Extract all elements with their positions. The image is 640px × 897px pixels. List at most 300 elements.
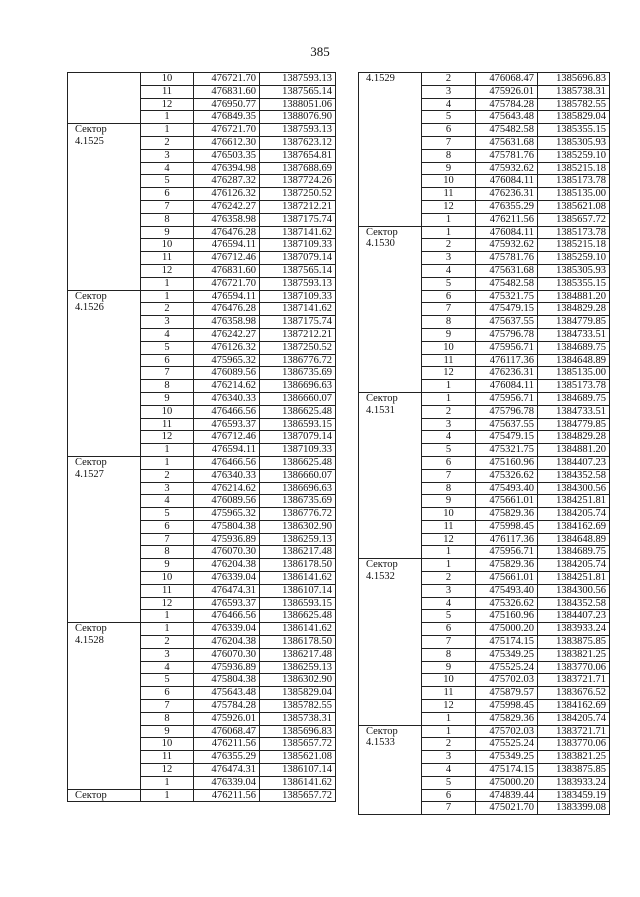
x-coordinate: 476503.35 [194,149,260,162]
point-number: 10 [141,572,194,585]
coordinate-row [68,124,336,137]
x-coordinate: 476340.33 [194,392,260,405]
y-coordinate: 1386259.13 [260,533,336,546]
x-coordinate: 475796.78 [476,405,538,418]
x-coordinate: 475926.01 [476,85,538,98]
point-number: 7 [422,303,476,316]
sector-label: Сектор 4.1525 [68,124,141,290]
y-coordinate: 1386735.69 [260,367,336,380]
y-coordinate: 1385135.00 [538,367,610,380]
x-coordinate: 475804.38 [194,674,260,687]
y-coordinate: 1387593.13 [260,73,336,86]
x-coordinate: 475781.76 [476,149,538,162]
point-number: 5 [422,277,476,290]
y-coordinate: 1385135.00 [538,188,610,201]
point-number: 12 [141,264,194,277]
y-coordinate: 1387250.52 [260,341,336,354]
y-coordinate: 1387141.62 [260,303,336,316]
point-number: 7 [141,367,194,380]
y-coordinate: 1386217.48 [260,648,336,661]
point-number: 6 [422,290,476,303]
x-coordinate: 476070.30 [194,546,260,559]
sector-label [68,73,141,124]
point-number: 11 [141,584,194,597]
x-coordinate: 476070.30 [194,648,260,661]
y-coordinate: 1385738.31 [538,85,610,98]
coordinate-row [359,73,610,86]
coordinate-row [68,290,336,303]
point-number: 1 [141,456,194,469]
x-coordinate: 475160.96 [476,610,538,623]
point-number: 6 [141,520,194,533]
point-number: 5 [141,341,194,354]
sector-label: Сектор 4.1530 [359,226,422,392]
y-coordinate: 1385782.55 [538,98,610,111]
sector-label: Сектор 4.1526 [68,290,141,456]
y-coordinate: 1385657.72 [260,789,336,802]
y-coordinate: 1383770.06 [538,738,610,751]
point-number: 7 [141,700,194,713]
y-coordinate: 1387175.74 [260,213,336,226]
x-coordinate: 476211.56 [194,789,260,802]
y-coordinate: 1386776.72 [260,508,336,521]
x-coordinate: 476339.04 [194,623,260,636]
point-number: 8 [422,482,476,495]
y-coordinate: 1384300.56 [538,584,610,597]
x-coordinate: 475479.15 [476,431,538,444]
x-coordinate: 475661.01 [476,572,538,585]
x-coordinate: 476594.11 [194,239,260,252]
x-coordinate: 475000.20 [476,623,538,636]
x-coordinate: 474839.44 [476,789,538,802]
y-coordinate: 1386735.69 [260,495,336,508]
point-number: 12 [422,200,476,213]
y-coordinate: 1387109.33 [260,444,336,457]
point-number: 4 [422,597,476,610]
x-coordinate: 475631.68 [476,264,538,277]
point-number: 12 [141,764,194,777]
x-coordinate: 476474.31 [194,764,260,777]
point-number: 8 [141,213,194,226]
y-coordinate: 1384648.89 [538,354,610,367]
point-number: 6 [141,687,194,700]
x-coordinate: 476117.36 [476,533,538,546]
point-number: 8 [422,648,476,661]
x-coordinate: 475525.24 [476,738,538,751]
x-coordinate: 476466.56 [194,456,260,469]
point-number: 7 [422,136,476,149]
coordinate-row [68,789,336,802]
y-coordinate: 1384779.85 [538,418,610,431]
y-coordinate: 1384162.69 [538,520,610,533]
x-coordinate: 475326.62 [476,469,538,482]
point-number: 2 [141,136,194,149]
point-number: 1 [422,712,476,725]
y-coordinate: 1385215.18 [538,162,610,175]
point-number: 9 [422,162,476,175]
y-coordinate: 1386660.07 [260,469,336,482]
x-coordinate: 475174.15 [476,636,538,649]
y-coordinate: 1386776.72 [260,354,336,367]
y-coordinate: 1386660.07 [260,392,336,405]
y-coordinate: 1384689.75 [538,546,610,559]
point-number: 3 [141,648,194,661]
point-number: 2 [422,239,476,252]
point-number: 10 [422,508,476,521]
x-coordinate: 475349.25 [476,648,538,661]
x-coordinate: 475643.48 [194,687,260,700]
y-coordinate: 1388076.90 [260,111,336,124]
point-number: 3 [422,85,476,98]
x-coordinate: 475482.58 [476,277,538,290]
coordinates-table-right [358,72,610,815]
y-coordinate: 1384648.89 [538,533,610,546]
sector-label: Сектор 4.1532 [359,559,422,725]
sector-label: Сектор 4.1531 [359,392,422,558]
x-coordinate: 476126.32 [194,188,260,201]
point-number: 12 [141,431,194,444]
x-coordinate: 476339.04 [194,776,260,789]
point-number: 2 [141,303,194,316]
point-number: 11 [422,687,476,700]
y-coordinate: 1383821.25 [538,751,610,764]
point-number: 10 [141,405,194,418]
y-coordinate: 1384205.74 [538,508,610,521]
y-coordinate: 1386302.90 [260,674,336,687]
x-coordinate: 476117.36 [476,354,538,367]
point-number: 5 [422,111,476,124]
point-number: 10 [422,674,476,687]
x-coordinate: 476236.31 [476,188,538,201]
coordinate-row [359,559,610,572]
y-coordinate: 1384251.81 [538,495,610,508]
y-coordinate: 1386696.63 [260,380,336,393]
point-number: 5 [141,508,194,521]
y-coordinate: 1385657.72 [538,213,610,226]
point-number: 1 [422,559,476,572]
y-coordinate: 1385829.04 [260,687,336,700]
coordinate-row [68,623,336,636]
y-coordinate: 1383933.24 [538,623,610,636]
x-coordinate: 475637.55 [476,418,538,431]
sector-label: Сектор 4.1527 [68,456,141,622]
x-coordinate: 476474.31 [194,584,260,597]
point-number: 1 [141,277,194,290]
point-number: 1 [422,725,476,738]
x-coordinate: 475936.89 [194,533,260,546]
x-coordinate: 475781.76 [476,252,538,265]
point-number: 8 [422,149,476,162]
coordinate-row [359,226,610,239]
x-coordinate: 475637.55 [476,316,538,329]
y-coordinate: 1384205.74 [538,712,610,725]
x-coordinate: 475796.78 [476,328,538,341]
x-coordinate: 475829.36 [476,559,538,572]
x-coordinate: 475804.38 [194,520,260,533]
y-coordinate: 1384829.28 [538,303,610,316]
x-coordinate: 476466.56 [194,610,260,623]
y-coordinate: 1383721.71 [538,674,610,687]
point-number: 11 [141,418,194,431]
y-coordinate: 1387250.52 [260,188,336,201]
y-coordinate: 1384300.56 [538,482,610,495]
y-coordinate: 1384352.58 [538,469,610,482]
point-number: 5 [422,776,476,789]
sector-label: Сектор [68,789,141,802]
y-coordinate: 1384829.28 [538,431,610,444]
coordinate-row [68,456,336,469]
point-number: 1 [422,380,476,393]
y-coordinate: 1385173.78 [538,175,610,188]
y-coordinate: 1385173.78 [538,226,610,239]
point-number: 11 [141,751,194,764]
sector-label: 4.1529 [359,73,422,227]
y-coordinate: 1386141.62 [260,776,336,789]
y-coordinate: 1383875.85 [538,764,610,777]
y-coordinate: 1385696.83 [260,725,336,738]
x-coordinate: 476089.56 [194,495,260,508]
x-coordinate: 476236.31 [476,367,538,380]
y-coordinate: 1384689.75 [538,341,610,354]
y-coordinate: 1383770.06 [538,661,610,674]
y-coordinate: 1384779.85 [538,316,610,329]
point-number: 1 [422,226,476,239]
x-coordinate: 475956.71 [476,546,538,559]
y-coordinate: 1386141.62 [260,623,336,636]
x-coordinate: 475965.32 [194,354,260,367]
y-coordinate: 1386259.13 [260,661,336,674]
x-coordinate: 476849.35 [194,111,260,124]
point-number: 11 [422,520,476,533]
point-number: 2 [422,572,476,585]
y-coordinate: 1386178.50 [260,636,336,649]
point-number: 7 [422,802,476,815]
x-coordinate: 476126.32 [194,341,260,354]
y-coordinate: 1387565.14 [260,85,336,98]
x-coordinate: 476358.98 [194,213,260,226]
x-coordinate: 476721.70 [194,277,260,290]
y-coordinate: 1385305.93 [538,136,610,149]
point-number: 1 [141,776,194,789]
y-coordinate: 1387109.33 [260,239,336,252]
x-coordinate: 476594.11 [194,444,260,457]
y-coordinate: 1385738.31 [260,712,336,725]
x-coordinate: 476712.46 [194,431,260,444]
y-coordinate: 1387079.14 [260,431,336,444]
point-number: 1 [141,290,194,303]
x-coordinate: 476950.77 [194,98,260,111]
x-coordinate: 475493.40 [476,482,538,495]
point-number: 3 [141,482,194,495]
point-number: 8 [141,380,194,393]
x-coordinate: 476831.60 [194,264,260,277]
x-coordinate: 476242.27 [194,328,260,341]
y-coordinate: 1387623.12 [260,136,336,149]
y-coordinate: 1385782.55 [260,700,336,713]
y-coordinate: 1387141.62 [260,226,336,239]
x-coordinate: 475326.62 [476,597,538,610]
y-coordinate: 1383399.08 [538,802,610,815]
y-coordinate: 1386625.48 [260,405,336,418]
y-coordinate: 1384251.81 [538,572,610,585]
x-coordinate: 475829.36 [476,712,538,725]
x-coordinate: 476340.33 [194,469,260,482]
x-coordinate: 476068.47 [476,73,538,86]
x-coordinate: 475879.57 [476,687,538,700]
point-number: 2 [422,405,476,418]
x-coordinate: 476476.28 [194,303,260,316]
coordinate-row [68,73,336,86]
y-coordinate: 1385657.72 [260,738,336,751]
point-number: 4 [141,162,194,175]
point-number: 6 [422,124,476,137]
point-number: 3 [422,584,476,597]
x-coordinate: 476214.62 [194,482,260,495]
x-coordinate: 476712.46 [194,252,260,265]
coordinate-row [359,725,610,738]
y-coordinate: 1385696.83 [538,73,610,86]
x-coordinate: 475321.75 [476,290,538,303]
point-number: 7 [422,469,476,482]
y-coordinate: 1388051.06 [260,98,336,111]
y-coordinate: 1386625.48 [260,610,336,623]
y-coordinate: 1386141.62 [260,572,336,585]
point-number: 1 [141,789,194,802]
y-coordinate: 1384689.75 [538,392,610,405]
sector-label: Сектор 4.1528 [68,623,141,789]
y-coordinate: 1387688.69 [260,162,336,175]
y-coordinate: 1385173.78 [538,380,610,393]
point-number: 10 [141,239,194,252]
point-number: 10 [422,175,476,188]
x-coordinate: 475829.36 [476,508,538,521]
point-number: 9 [141,559,194,572]
x-coordinate: 476394.98 [194,162,260,175]
point-number: 3 [422,418,476,431]
point-number: 1 [422,213,476,226]
point-number: 3 [141,316,194,329]
point-number: 4 [422,764,476,777]
x-coordinate: 475525.24 [476,661,538,674]
y-coordinate: 1386107.14 [260,584,336,597]
x-coordinate: 475174.15 [476,764,538,777]
x-coordinate: 475936.89 [194,661,260,674]
x-coordinate: 476204.38 [194,559,260,572]
x-coordinate: 475926.01 [194,712,260,725]
point-number: 5 [141,674,194,687]
point-number: 10 [422,341,476,354]
y-coordinate: 1383933.24 [538,776,610,789]
y-coordinate: 1384881.20 [538,444,610,457]
point-number: 12 [141,597,194,610]
point-number: 12 [422,533,476,546]
x-coordinate: 476831.60 [194,85,260,98]
point-number: 8 [422,316,476,329]
point-number: 1 [422,392,476,405]
point-number: 4 [422,264,476,277]
x-coordinate: 475956.71 [476,392,538,405]
y-coordinate: 1384205.74 [538,559,610,572]
y-coordinate: 1386178.50 [260,559,336,572]
coordinate-row [359,392,610,405]
y-coordinate: 1387593.13 [260,124,336,137]
sector-label: Сектор 4.1533 [359,725,422,815]
point-number: 2 [422,73,476,86]
y-coordinate: 1386696.63 [260,482,336,495]
x-coordinate: 476355.29 [194,751,260,764]
y-coordinate: 1386625.48 [260,456,336,469]
y-coordinate: 1384352.58 [538,597,610,610]
y-coordinate: 1386217.48 [260,546,336,559]
point-number: 6 [141,354,194,367]
point-number: 11 [422,188,476,201]
x-coordinate: 476612.30 [194,136,260,149]
point-number: 9 [141,226,194,239]
point-number: 3 [141,149,194,162]
x-coordinate: 476089.56 [194,367,260,380]
x-coordinate: 475160.96 [476,456,538,469]
x-coordinate: 475998.45 [476,520,538,533]
point-number: 11 [422,354,476,367]
x-coordinate: 475631.68 [476,136,538,149]
y-coordinate: 1385355.15 [538,277,610,290]
point-number: 1 [422,546,476,559]
x-coordinate: 476339.04 [194,572,260,585]
point-number: 2 [141,469,194,482]
point-number: 9 [422,661,476,674]
x-coordinate: 476287.32 [194,175,260,188]
point-number: 4 [141,495,194,508]
y-coordinate: 1387212.21 [260,328,336,341]
y-coordinate: 1384162.69 [538,700,610,713]
x-coordinate: 476594.11 [194,290,260,303]
y-coordinate: 1385829.04 [538,111,610,124]
x-coordinate: 475932.62 [476,162,538,175]
x-coordinate: 475661.01 [476,495,538,508]
y-coordinate: 1385305.93 [538,264,610,277]
point-number: 5 [422,610,476,623]
point-number: 6 [422,789,476,802]
point-number: 12 [422,367,476,380]
x-coordinate: 475784.28 [194,700,260,713]
y-coordinate: 1383721.71 [538,725,610,738]
x-coordinate: 476721.70 [194,124,260,137]
page-number: 385 [310,44,330,59]
y-coordinate: 1385355.15 [538,124,610,137]
y-coordinate: 1387212.21 [260,200,336,213]
x-coordinate: 475349.25 [476,751,538,764]
point-number: 8 [141,712,194,725]
y-coordinate: 1384407.23 [538,610,610,623]
y-coordinate: 1387079.14 [260,252,336,265]
point-number: 4 [422,431,476,444]
point-number: 1 [141,623,194,636]
point-number: 5 [422,444,476,457]
x-coordinate: 476211.56 [194,738,260,751]
x-coordinate: 475021.70 [476,802,538,815]
x-coordinate: 475965.32 [194,508,260,521]
x-coordinate: 476084.11 [476,175,538,188]
y-coordinate: 1384733.51 [538,328,610,341]
x-coordinate: 476358.98 [194,316,260,329]
x-coordinate: 476211.56 [476,213,538,226]
y-coordinate: 1385259.10 [538,149,610,162]
y-coordinate: 1384881.20 [538,290,610,303]
y-coordinate: 1387593.13 [260,277,336,290]
y-coordinate: 1386107.14 [260,764,336,777]
point-number: 7 [141,533,194,546]
point-number: 5 [141,175,194,188]
